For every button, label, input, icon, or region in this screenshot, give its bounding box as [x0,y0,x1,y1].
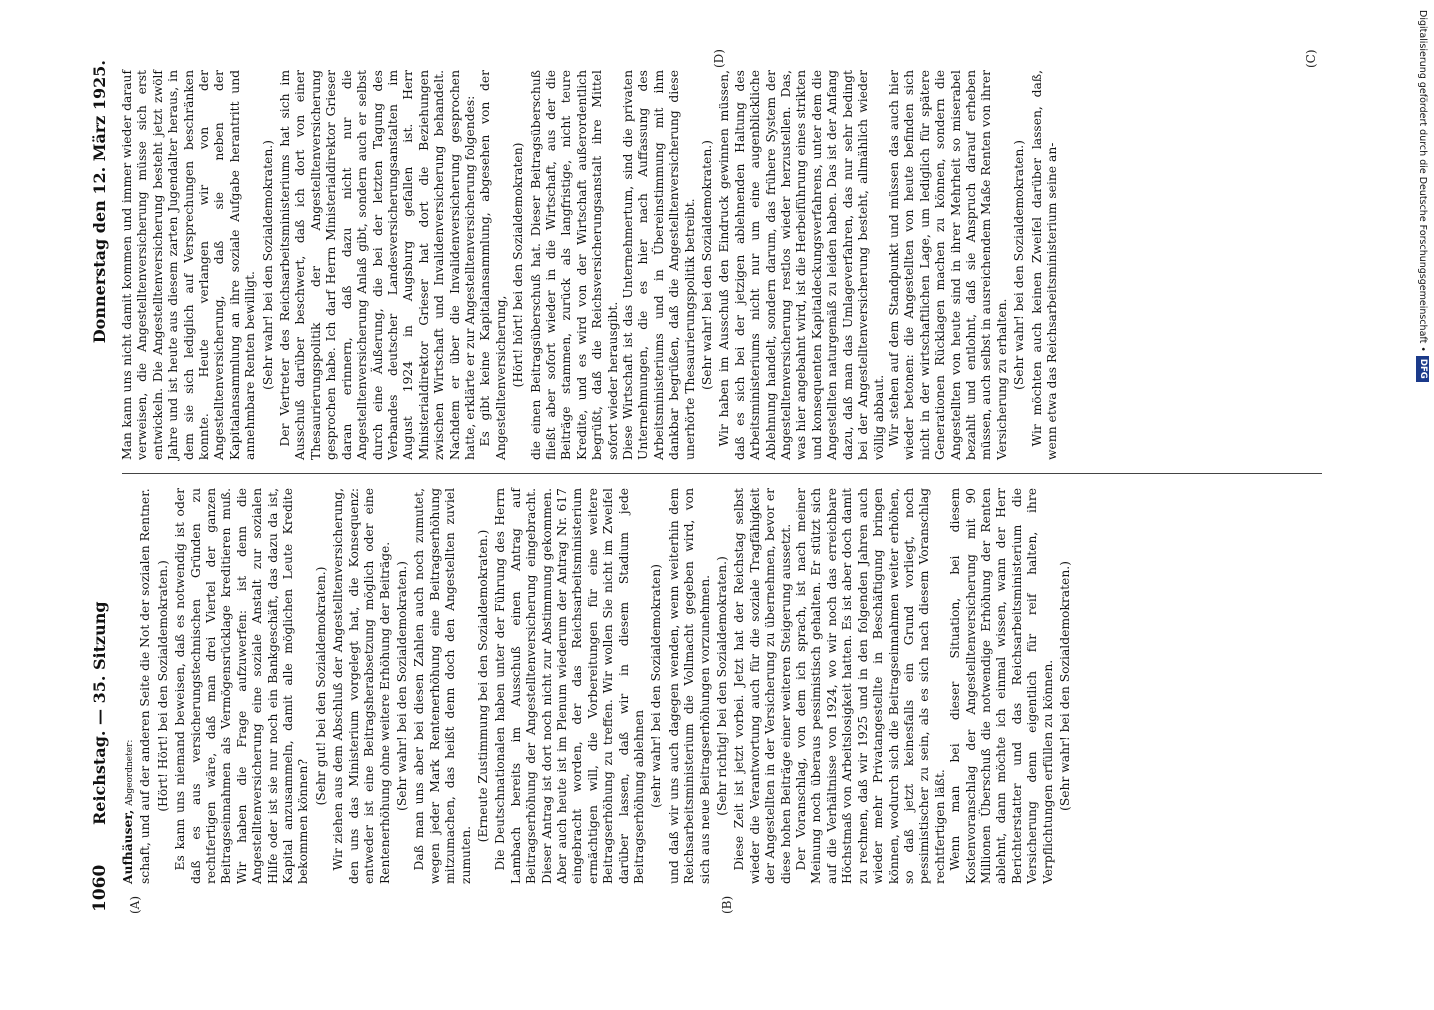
interjection: (Sehr wahr! bei den Sozialdemokraten.) [700,140,715,390]
paragraph: Man kann uns nicht damit kommen und immer wieder darauf verweisen, die Angestelltenversicherung müsse sich erst entwickeln. Die Angestelltenversicherung besteht jetzt zwölf Jahre und ist heute aus diesem zarten Jugendalter heraus, in dem sie sich lediglich auf Versprechungen beschränken konnte. Heute verlangen wir von der Angestelltenversicherung, daß sie neben der Kapitalansammlung an ihre soziale Aufgabe herantritt und annehmbare Renten bewilligt. [120,70,258,460]
interjection: (Erneute Zustimmung bei den Sozialdemokraten.) [475,529,490,843]
session-date: Donnerstag den 12. März 1925. [90,60,109,344]
interjection: (Sehr gut! bei den Sozialdemokraten.) [313,566,328,806]
right-column [120,70,1060,460]
paragraph: Daß man uns aber bei diesen Zahlen auch noch zumutet, wegen jeder Mark Rentenerhöhung eine Beitragserhöhung mitzumachen, das heißt denn doch den Angestellten zuviel zumuten. [412,488,473,884]
paragraph: Diese Wirtschaft ist das Unternehmertum, sind die privaten Unternehmungen, die es hier nach Auffassung des Arbeitsministeriums und in Übereinstimmung mit ihm dankbar begrüßen, daß die Angestelltenversicherung diese unerhörte Thesaurierungspolitik betreibt. [621,70,697,460]
interjection: (Hört! hört! bei den Sozialdemokraten) [511,142,526,388]
column-divider [122,473,1322,474]
session-title: Reichstag. — 35. Sitzung [90,601,109,825]
paragraph: Es kann uns niemand beweisen, daß es notwendig ist oder daß es aus versicherungstechnischen Gründen zu rechtfertigen wäre, daß man drei Viertel der ganzen Beitragseinnahmen als Vermögensrücklage kreditieren muß. Wir haben die Frage aufzuwerfen: ist denn die Angestelltenversicherung eine soziale Anstalt zur sozialen Hilfe oder ist sie nur noch ein Bankgeschäft, das dazu da ist, Kapital anzusammeln, damit alle möglichen Leute Kredite bekommen können? [173,488,311,884]
interjection: (sehr wahr! bei den Sozialdemokraten) [649,564,664,808]
interjection: (Sehr richtig! bei den Sozialdemokraten.) [715,556,730,816]
paragraph: und daß wir uns auch dagegen wenden, wenn weiterhin dem Reichsarbeitsministerium die Vollmacht gegeben wird, von sich aus neue Beitragserhöhungen vorzunehmen. [666,488,712,884]
paragraph: Wir möchten auch keinen Zweifel darüber lassen, daß, wenn etwa das Reichsarbeitsministerium seine an- [1029,70,1059,460]
paragraph: Der Vertreter des Reichsarbeitsministeriums hat sich im Ausschuß darüber beschwert, daß ich dort von einer Thesaurierungspolitik der Angestelltenversicherung gesprochen habe. Ich darf Herrn Ministerialdirektor Grieser daran erinnern, daß dazu nicht nur die Angestelltenversicherung Anlaß gibt, sondern auch er selbst durch eine Äußerung, die bei der letzten Tagung des Verbandes deutscher Landesversicherungsanstalten im August 1924 in Augsburg gefallen ist. Herr Ministerialdirektor Grieser hat dort die Beziehungen zwischen Wirtschaft und Invalidenversicherung behandelt. Nachdem er über die Invalidenversicherung gesprochen hatte, erklärte er zur Angestelltenversicherung folgendes: [278,70,477,460]
dfg-logo: DFG [1417,356,1430,382]
quotation: Es gibt keine Kapitalansammlung, abgesehen von der Angestelltenversicherung, [478,70,508,460]
speaker-line [120,488,138,884]
interjection: (Sehr wahr! bei den Sozialdemokraten.) [260,140,275,390]
funding-sidebar-inner [1414,10,1432,1010]
margin-marker-b: (B) [720,895,734,914]
speaker-name: Aufhäuser, [120,809,135,884]
paragraph: Die Deutschnationalen haben unter der Führung des Herrn Lambach bereits im Ausschuß einen Antrag auf Beitragserhöhung der Angestelltenversicherung eingebracht. Dieser Antrag ist dort noch nicht zur Abstimmung gekommen. Aber auch heute ist im Plenum wiederum der Antrag Nr. 617 eingebracht worden, der das Reichsarbeitsministerium ermächtigen will, die Vorbereitungen für eine weitere Beitragserhöhung zu treffen. Wir wollen Sie nicht im Zweifel darüber lassen, daß wir in diesem Stadium jede Beitragserhöhung ablehnen [493,488,646,884]
paragraph: schaft, und auf der anderen Seite die Not der sozialen Rentner. [138,488,153,884]
funding-note: Digitalisierung gefördert durch die Deutsche Forschungsgemeinschaft • [1417,10,1429,352]
funding-sidebar [1416,10,1434,1010]
interjection: (Sehr wahr! bei den Sozialdemokraten.) [1012,140,1027,390]
quotation: die einen Beitragsüberschuß hat. Dieser Beitragsüberschuß fließt aber sofort wieder in die Wirtschaft, aus der die Beiträge stammen, zurück als langfristige, nicht teure Kredite, und es wird von der Wirtschaft außerordentlich begrüßt, daß die Reichsversicherungsanstalt ihre Mittel sofort wieder herausgibt. [528,70,620,460]
paragraph: Wir ziehen aus dem Abschluß der Angestelltenversicherung, den uns das Ministerium vorgelegt hat, die Konsequenz: entweder ist eine Beitragsherabsetzung möglich oder eine Rentenerhöhung ohne weitere Erhöhung der Beiträge. [331,488,392,884]
speaker-role: Abgeordneter: [125,739,135,806]
paragraph: Diese Zeit ist jetzt vorbei. Jetzt hat der Reichstag selbst wieder die Verantwortung auch für die soziale Tragfähigkeit der Angestellten in der Versicherung zu übernehmen, bevor er diese hohen Beiträge einer weiteren Steigerung aussetzt. [732,488,793,884]
interjection: (Sehr wahr! bei den Sozialdemokraten.) [394,561,409,811]
interjection: (Sehr wahr! bei den Sozialdemokraten.) [1057,561,1072,811]
left-column [120,488,1075,884]
paragraph: Der Voranschlag, von dem ich sprach, ist nach meiner Meinung noch überaus pessimistisch gehalten. Er stützt sich auf die Verhältnisse von 1924, wo wir noch das erreichbare Höchstmaß von Arbeitslosigkeit hatten. Es ist aber doch damit zu rechnen, daß wir 1925 und in den folgenden Jahren auch wieder mehr Privatangestellte in Beschäftigung bringen können, wodurch sich die Beitragseinnahmen weiter erhöhen, so daß jetzt keinesfalls ein Grund vorliegt, noch pessimistischer zu sein, als es sich nach diesem Voranschlag rechtfertigen läßt. [794,488,947,884]
page-number: 1060 [90,864,110,912]
margin-marker-d: (D) [712,49,726,68]
margin-marker-a: (A) [128,895,142,914]
paragraph: Wir haben im Ausschuß den Eindruck gewinnen müssen, daß es sich bei der jetzigen ablehnenden Haltung des Arbeitsministeriums nicht nur um eine augenblickliche Ablehnung handelt, sondern darum, das frühere System der Angestelltenversicherung restlos wieder herzustellen. Das, was hier angebahnt wird, ist die Herbeiführung eines strikten und konsequenten Kapitaldeckungsverfahrens, unter dem die Angestellten naturgemäß zu leiden haben. Das ist der Anfang dazu, daß man das Umlageverfahren, das nur sehr bedingt bei der Angestelltenversicherung besteht, allmählich wieder völlig abbaut. [717,70,886,460]
paragraph: Wir stehen auf dem Standpunkt und müssen das auch hier wieder betonen: die Angestellten von heute befinden sich nicht in der wirtschaftlichen Lage, um lediglich für spätere Generationen Rücklagen machen zu können, sondern die Angestellten von heute sind in ihrer Mehrheit so miserabel bezahlt und entlohnt, daß sie Anspruch darauf erheben müssen, auch selbst in ausreichendem Maße Renten von ihrer Versicherung zu erhalten. [886,70,1009,460]
paragraph: Wenn man bei dieser Situation, bei diesem Kostenvoranschlag der Angestelltenversicherung mit 90 Millionen Überschuß die notwendige Erhöhung der Renten ablehnt, dann möchte ich einmal wissen, wann der Herr Berichterstatter und das Reichsarbeitsministerium die Versicherung denn eigentlich für reif halten, ihre Verpflichtungen erfüllen zu können. [948,488,1055,884]
margin-marker-c: (C) [1304,49,1318,68]
page-header [80,60,116,920]
interjection: (Hört! Hört! bei den Sozialdemokraten.) [155,560,170,812]
